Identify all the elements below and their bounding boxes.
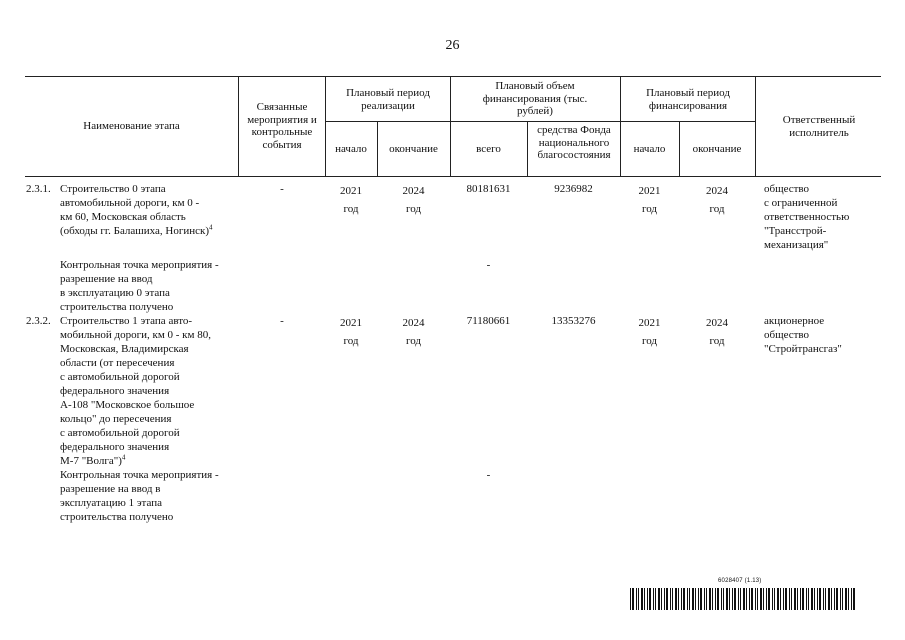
stage-name-line: Строительство 0 этапа: [60, 183, 166, 195]
stage-name-line: кольцо" до пересечения: [60, 413, 172, 425]
fin-start-period: [620, 182, 679, 218]
year-unit: год: [709, 335, 725, 347]
stage-name-line: федерального значения: [60, 385, 170, 397]
stage-name-line: Московская, Владимирская: [60, 343, 189, 355]
year: 2024: [402, 185, 425, 197]
col-divider: [450, 76, 451, 176]
barcode: [630, 588, 858, 610]
page-number: 26: [445, 38, 460, 53]
responsible-executor: [764, 314, 880, 356]
barcode-number: 6028407 (1.13): [718, 578, 762, 584]
header-fund: средства Фонда национального благосостояния: [537, 124, 611, 161]
header-fin-start: начало: [633, 143, 666, 155]
year: 2021: [638, 185, 661, 197]
related-events: -: [280, 183, 284, 195]
year: 2024: [706, 185, 728, 197]
header-subdivider: [325, 121, 755, 122]
fin-end-period: [679, 314, 755, 350]
year: 2024: [402, 317, 425, 329]
header-start: начало: [335, 143, 367, 155]
responsible-line: общество: [764, 183, 810, 195]
col-divider: [325, 76, 326, 176]
header-fin-period: Плановый период финансирования: [646, 87, 730, 112]
fin-start-period: [620, 314, 679, 350]
start-period: [325, 314, 377, 350]
control-line: Контрольная точка мероприятия -: [60, 469, 219, 481]
stage-name: [60, 182, 238, 238]
end-period: [377, 314, 450, 350]
year-unit: год: [405, 203, 422, 215]
stage-name-line: с автомобильной дорогой: [60, 371, 180, 383]
responsible-line: с ограниченной: [764, 197, 838, 209]
responsible-line: "Стройтрансгаз": [764, 343, 842, 355]
table-top-border: [25, 76, 881, 77]
end-period: [377, 182, 450, 218]
stage-name-line: с автомобильной дорогой: [60, 427, 180, 439]
control-point: [60, 468, 245, 524]
control-total: -: [486, 259, 491, 271]
fund-amount: 13353276: [551, 315, 596, 327]
year-unit: год: [641, 203, 658, 215]
stage-name-line: км 60, Московская область: [60, 211, 186, 223]
year-unit: год: [405, 335, 422, 347]
control-line: разрешение на ввод: [60, 273, 153, 285]
year-unit: год: [641, 335, 658, 347]
responsible-line: общество: [764, 329, 810, 341]
col-divider: [238, 76, 239, 176]
row-number: 2.3.2.: [26, 315, 51, 327]
stage-name-line: Строительство 1 этапа авто-: [60, 315, 193, 327]
year: 2024: [706, 317, 728, 329]
header-end: окончание: [389, 143, 438, 155]
header-responsible: Ответственный исполнитель: [782, 114, 856, 139]
col-divider: [755, 76, 756, 176]
responsible-line: акционерное: [764, 315, 825, 327]
fund-amount: 9236982: [554, 183, 593, 195]
stage-name: [60, 314, 240, 468]
col-divider: [527, 121, 528, 176]
header-stage-name: Наименование этапа: [83, 120, 180, 132]
year-unit: год: [343, 335, 359, 347]
stage-name-line: автомобильной дороги, км 0 -: [60, 197, 200, 209]
year: 2021: [340, 317, 362, 329]
total-amount: 71180661: [466, 315, 511, 327]
stage-name-line: федерального значения: [60, 441, 170, 453]
responsible-line: "Трансстрой-: [764, 225, 827, 237]
control-line: разрешение на ввод в: [60, 483, 161, 495]
header-related: Связанные мероприятия и контрольные события: [247, 101, 317, 151]
total-amount: 80181631: [466, 183, 511, 195]
header-fin-end: окончание: [692, 143, 742, 155]
year: 2021: [638, 317, 661, 329]
footnote-ref: 4: [209, 223, 213, 232]
col-divider: [620, 76, 621, 176]
control-line: строительства получено: [60, 301, 174, 313]
control-line: Контрольная точка мероприятия -: [60, 259, 219, 271]
responsible-line: ответственностью: [764, 211, 850, 223]
control-line: в эксплуатацию 0 этапа: [60, 287, 170, 299]
stage-name-line: области (от пересечения: [60, 357, 175, 369]
header-plan-period: Плановый период реализации: [346, 87, 430, 112]
footnote-ref: 4: [121, 453, 126, 462]
row-number: 2.3.1.: [26, 183, 51, 195]
responsible-line: механизация": [764, 239, 829, 251]
header-total: всего: [476, 143, 501, 155]
stage-name-line: (обходы гг. Балашиха, Ногинск)$^4$: [60, 223, 213, 237]
start-period: [325, 182, 377, 218]
year: 2021: [340, 185, 362, 197]
related-events: -: [280, 315, 284, 327]
stage-name-line: М-7 "Волга")$^4$: [60, 453, 126, 467]
responsible-executor: [764, 182, 880, 252]
control-line: строительства получено: [60, 511, 174, 523]
header-bottom-border: [25, 176, 881, 177]
fin-end-period: [679, 182, 755, 218]
stage-name-line: А-108 "Московское большое: [60, 399, 195, 411]
header-plan-volume: Плановый объем финансирования (тыс. рублей): [482, 80, 588, 117]
year-unit: год: [343, 203, 359, 215]
stage-name-line: мобильной дороги, км 0 - км 80,: [60, 329, 211, 341]
year-unit: год: [709, 203, 725, 215]
control-point: [60, 258, 245, 314]
control-total: -: [486, 469, 491, 481]
control-line: эксплуатацию 1 этапа: [60, 497, 162, 509]
